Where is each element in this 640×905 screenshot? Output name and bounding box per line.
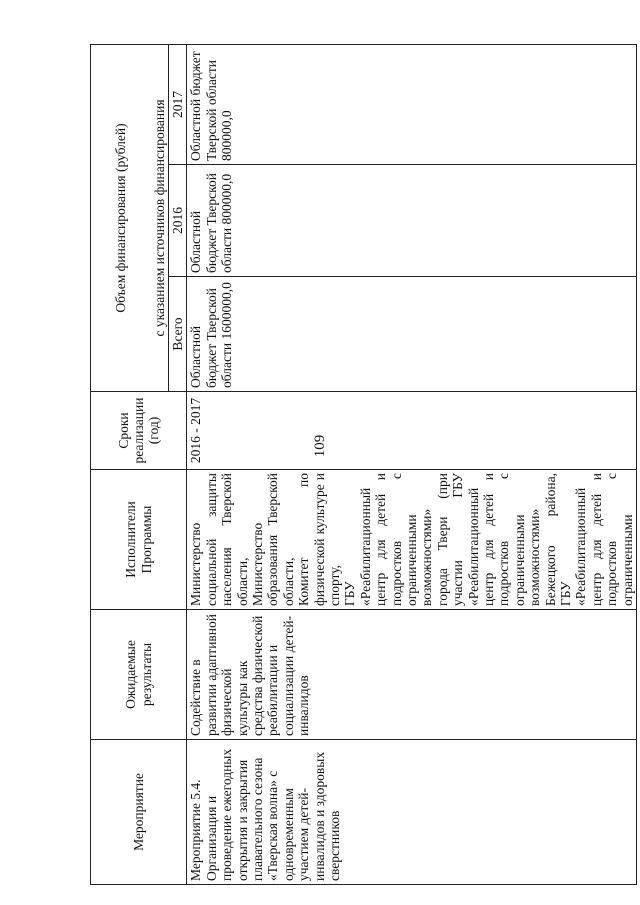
- header-executors: Исполнители Программы: [91, 470, 187, 610]
- header-activity: Мероприятие: [91, 740, 187, 885]
- cell-expected-results: Содействие в развитии адаптивной физической культуры как средства физической реабилитации и социализации детей-инвалидов: [187, 610, 637, 740]
- page-number: 109: [312, 434, 328, 458]
- cell-terms: 2016 - 2017: [187, 392, 637, 470]
- cell-executors: Министерство социальной защиты населения Тверской области, Министерство образования Тверской области, Комитет по физической культуре и спорту, ГБУ «Реабилитационный центр для детей и подростков с ограниченными возможностями» города Твери (при участии ГБУ «Реабилитационный центр для детей и подростков с ограниченными возможностями» Бежецкого района, ГБУ «Реабилитационный центр для детей и подростков с ограниченными: [187, 470, 637, 610]
- program-activities-table: [90, 44, 637, 885]
- cell-2016: Областной бюджет Тверской области 800000,0: [187, 165, 637, 277]
- header-total: Всего: [168, 277, 186, 392]
- header-funding-subtitle: с указанием источников финансирования: [151, 44, 169, 391]
- cell-total: Областной бюджет Тверской области 1600000,0: [187, 277, 637, 392]
- rotated-table-container: [90, 30, 635, 885]
- header-terms: Сроки реализации (год): [91, 392, 187, 470]
- header-2017: 2017: [168, 44, 186, 164]
- cell-activity: Мероприятие 5.4. Организация и проведение ежегодных открытия и закрытия плавательного сезона «Тверская волна» с одновременным участием детей-инвалидов и здоровых сверстников: [187, 740, 637, 885]
- header-2016: 2016: [168, 165, 186, 277]
- cell-2017: Областной бюджет Тверской области 800000,0: [187, 44, 637, 164]
- header-funding-title: Объем финансирования (рублей): [91, 44, 151, 391]
- header-expected-results: Ожидаемые результаты: [91, 610, 187, 740]
